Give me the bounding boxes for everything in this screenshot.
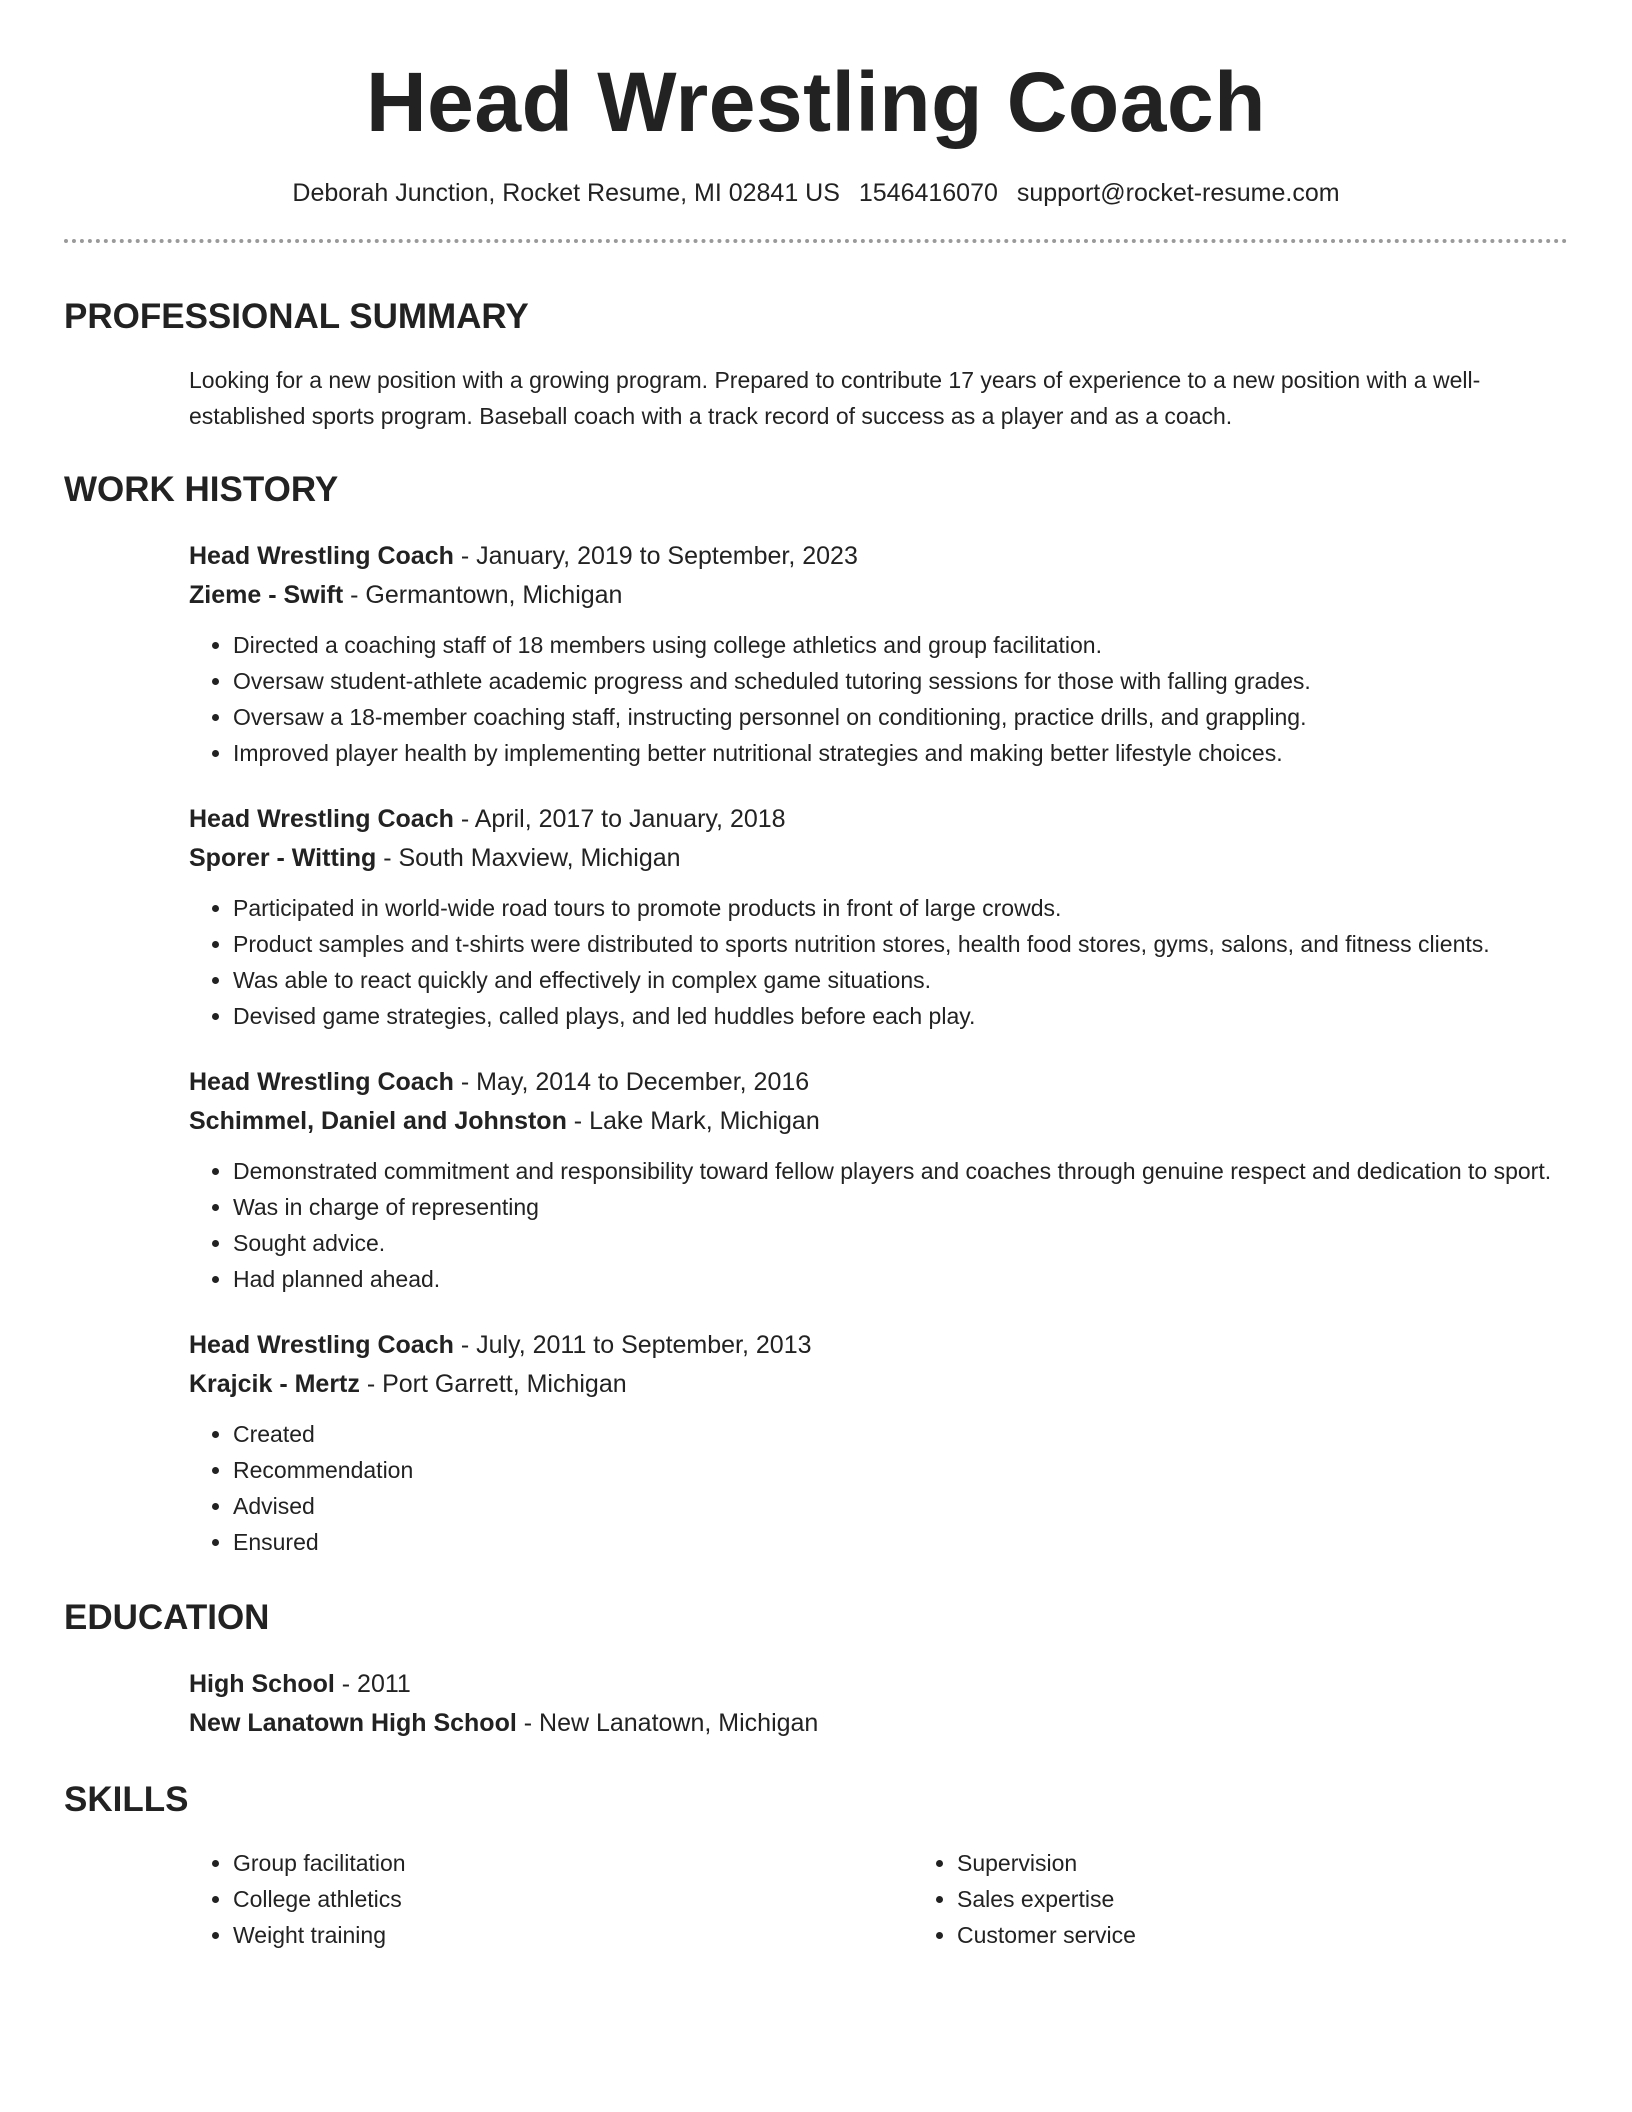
skills-column-left (189, 1845, 913, 1953)
job-bullet: • Sought advice. (233, 1225, 1568, 1261)
job-bullet: • Oversaw student-athlete academic progress and scheduled tutoring sessions for those with falling grades. (233, 663, 1568, 699)
job-location: - Germantown, Michigan (343, 581, 623, 609)
job-dates: - January, 2019 to September, 2023 (453, 542, 858, 570)
skill-item: • Sales expertise (957, 1881, 1632, 1917)
job-bullet: • Product samples and t-shirts were distributed to sports nutrition stores, health food stores, gyms, salons, and fitness clients. (233, 926, 1568, 962)
job-company: Zieme - Swift (189, 581, 344, 609)
contact-email: support@rocket-resume.com (1016, 179, 1340, 207)
job-location: - South Maxview, Michigan (376, 844, 681, 872)
education-school: New Lanatown High School (189, 1709, 517, 1737)
job-company-line (189, 1102, 1568, 1141)
job-location: - Port Garrett, Michigan (359, 1370, 627, 1398)
job-role: Head Wrestling Coach (189, 1331, 454, 1359)
skill-item: • Supervision (957, 1845, 1632, 1881)
skill-item: • College athletics (233, 1881, 913, 1917)
contact-line (64, 177, 1568, 209)
job-entry (64, 1063, 1568, 1297)
job-entry (64, 800, 1568, 1034)
contact-address: Deborah Junction, Rocket Resume, MI 02841 US (292, 179, 840, 207)
job-bullets (189, 1416, 1568, 1560)
job-title-line (189, 800, 1568, 839)
job-bullet: • Had planned ahead. (233, 1261, 1568, 1297)
job-bullet: • Was in charge of representing (233, 1189, 1568, 1225)
job-bullet: • Participated in world-wide road tours to promote products in front of large crowds. (233, 890, 1568, 926)
job-company-line (189, 576, 1568, 615)
skills-column-right (913, 1845, 1632, 1953)
job-bullet: • Improved player health by implementing better nutritional strategies and making better lifestyle choices. (233, 735, 1568, 771)
education-degree-line (189, 1665, 1568, 1704)
education-entry (64, 1665, 1568, 1743)
job-bullet: • Oversaw a 18-member coaching staff, instructing personnel on conditioning, practice drills, and grappling. (233, 699, 1568, 735)
job-company: Sporer - Witting (189, 844, 377, 872)
job-company-line (189, 839, 1568, 878)
job-bullet: • Was able to react quickly and effectively in complex game situations. (233, 962, 1568, 998)
job-location: - Lake Mark, Michigan (566, 1107, 820, 1135)
job-bullets (189, 627, 1568, 771)
summary-heading: PROFESSIONAL SUMMARY (64, 297, 529, 336)
job-dates: - April, 2017 to January, 2018 (453, 805, 786, 833)
job-role: Head Wrestling Coach (189, 805, 454, 833)
job-title-line (189, 537, 1568, 576)
education-location: - New Lanatown, Michigan (516, 1709, 819, 1737)
job-bullet: • Advised (233, 1488, 1568, 1524)
job-bullet: • Created (233, 1416, 1568, 1452)
job-bullet: • Recommendation (233, 1452, 1568, 1488)
job-dates: - July, 2011 to September, 2013 (453, 1331, 812, 1359)
summary-text: Looking for a new position with a growing program. Prepared to contribute 17 years of experience to a new position with a well-established sports program. Baseball coach with a track record of success as a player and as a coach. (189, 367, 1481, 429)
resume-name: Head Wrestling Coach (366, 55, 1266, 149)
education-year: - 2011 (334, 1670, 411, 1698)
job-role: Head Wrestling Coach (189, 542, 454, 570)
job-title-line (189, 1326, 1568, 1365)
skill-item: • Group facilitation (233, 1845, 913, 1881)
skills-heading: SKILLS (64, 1780, 189, 1819)
job-bullets (189, 1153, 1568, 1297)
job-bullet: • Devised game strategies, called plays, and led huddles before each play. (233, 998, 1568, 1034)
job-bullet: • Demonstrated commitment and responsibility toward fellow players and coaches through genuine respect and dedication to sport. (233, 1153, 1568, 1189)
job-company: Schimmel, Daniel and Johnston (189, 1107, 567, 1135)
job-role: Head Wrestling Coach (189, 1068, 454, 1096)
skill-item: • Customer service (957, 1917, 1632, 1953)
education-school-line (189, 1704, 1568, 1743)
education-degree: High School (189, 1670, 335, 1698)
job-bullet: • Ensured (233, 1524, 1568, 1560)
contact-phone: 1546416070 (858, 179, 998, 207)
job-title-line (189, 1063, 1568, 1102)
skill-item: • Weight training (233, 1917, 913, 1953)
job-entry (64, 537, 1568, 771)
job-dates: - May, 2014 to December, 2016 (453, 1068, 810, 1096)
skills-grid (64, 1845, 1568, 1953)
education-heading: EDUCATION (64, 1598, 270, 1637)
work-history-heading: WORK HISTORY (64, 470, 339, 509)
job-company: Krajcik - Mertz (189, 1370, 360, 1398)
job-entry (64, 1326, 1568, 1560)
header-divider (64, 239, 1568, 243)
job-bullet: • Directed a coaching staff of 18 members using college athletics and group facilitation. (233, 627, 1568, 663)
job-company-line (189, 1365, 1568, 1404)
job-bullets (189, 890, 1568, 1034)
